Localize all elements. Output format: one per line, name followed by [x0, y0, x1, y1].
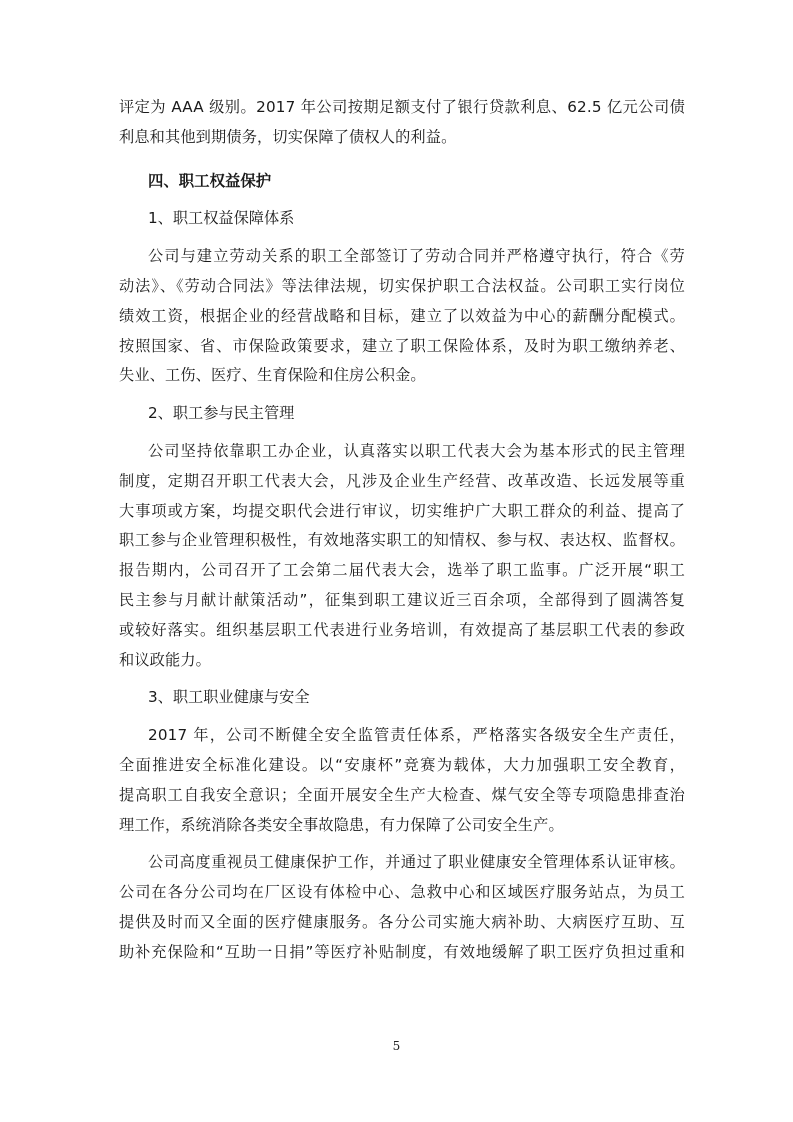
- text-line: 和议政能力。: [119, 650, 212, 669]
- text-line: 动法》、《劳动合同法》等法律法规，切实保护职工合法权益。公司职工实行岗位: [119, 276, 685, 295]
- text-line: 评定为 AAA 级别。2017 年公司按期足额支付了银行贷款利息、62.5 亿元公司债: [119, 98, 685, 116]
- text-line: 利息和其他到期债务，切实保障了债权人的利益。: [119, 127, 457, 146]
- subsection-title-1: 1、职工权益保障体系: [148, 209, 295, 228]
- text-line: 或较好落实。组织基层职工代表进行业务培训，有效提高了基层职工代表的参政: [119, 620, 685, 639]
- page-number: 5: [392, 1039, 401, 1053]
- text-line: 2017 年，公司不断健全安全监管责任体系，严格落实各级安全生产责任，: [148, 726, 685, 745]
- subsection-title-2: 2、职工参与民主管理: [148, 404, 295, 423]
- text-line: 公司与建立劳动关系的职工全部签订了劳动合同并严格遵守执行，符合《劳: [148, 247, 685, 266]
- intro-paragraph: [119, 93, 685, 153]
- section-heading: 四、职工权益保护: [148, 171, 272, 190]
- text-line: 大事项或方案，均提交职代会进行审议，切实维护广大职工群众的利益、提高了: [119, 501, 685, 520]
- paragraph-democratic-management: [119, 437, 685, 675]
- text-line: 全面推进安全标准化建设。以“安康杯”竞赛为载体，大力加强职工安全教育，: [119, 755, 685, 774]
- text-line: 绩效工资，根据企业的经营战略和目标，建立了以效益为中心的薪酬分配模式。: [119, 306, 685, 325]
- text-line: 民主参与月献计献策活动”，征集到职工建议近三百余项，全部得到了圆满答复: [119, 590, 685, 609]
- text-line: 理工作，系统消除各类安全事故隐患，有力保障了公司安全生产。: [119, 815, 564, 834]
- subsection-title-3: 3、职工职业健康与安全: [148, 688, 310, 707]
- text-line: 公司在各分公司均在厂区设有体检中心、急救中心和区域医疗服务站点，为员工: [119, 883, 685, 902]
- document-body: [119, 93, 685, 972]
- text-line: 提高职工自我安全意识；全面开展安全生产大检查、煤气安全等专项隐患排查治: [119, 785, 685, 804]
- text-line: 制度，定期召开职工代表大会，凡涉及企业生产经营、改革改造、长远发展等重: [119, 471, 685, 490]
- text-line: 按照国家、省、市保险政策要求，建立了职工保险体系，及时为职工缴纳养老、: [119, 336, 685, 355]
- paragraph-safety: [119, 721, 685, 840]
- text-line: 公司高度重视员工健康保护工作，并通过了职业健康安全管理体系认证审核。: [148, 853, 685, 872]
- text-line: 公司坚持依靠职工办企业，认真落实以职工代表大会为基本形式的民主管理: [148, 441, 685, 460]
- paragraph-employee-rights: [119, 242, 685, 391]
- text-line: 提供及时而又全面的医疗健康服务。各分公司实施大病补助、大病医疗互助、互: [119, 912, 685, 931]
- text-line: 报告期内，公司召开了工会第二届代表大会，选举了职工监事。广泛开展“职工: [119, 561, 685, 580]
- text-line: 失业、工伤、医疗、生育保险和住房公积金。: [119, 366, 426, 385]
- text-line: 助补充保险和“互助一日捐”等医疗补贴制度，有效地缓解了职工医疗负担过重和: [119, 942, 685, 961]
- paragraph-health: [119, 848, 685, 967]
- text-line: 职工参与企业管理积极性，有效地落实职工的知情权、参与权、表达权、监督权。: [119, 531, 685, 550]
